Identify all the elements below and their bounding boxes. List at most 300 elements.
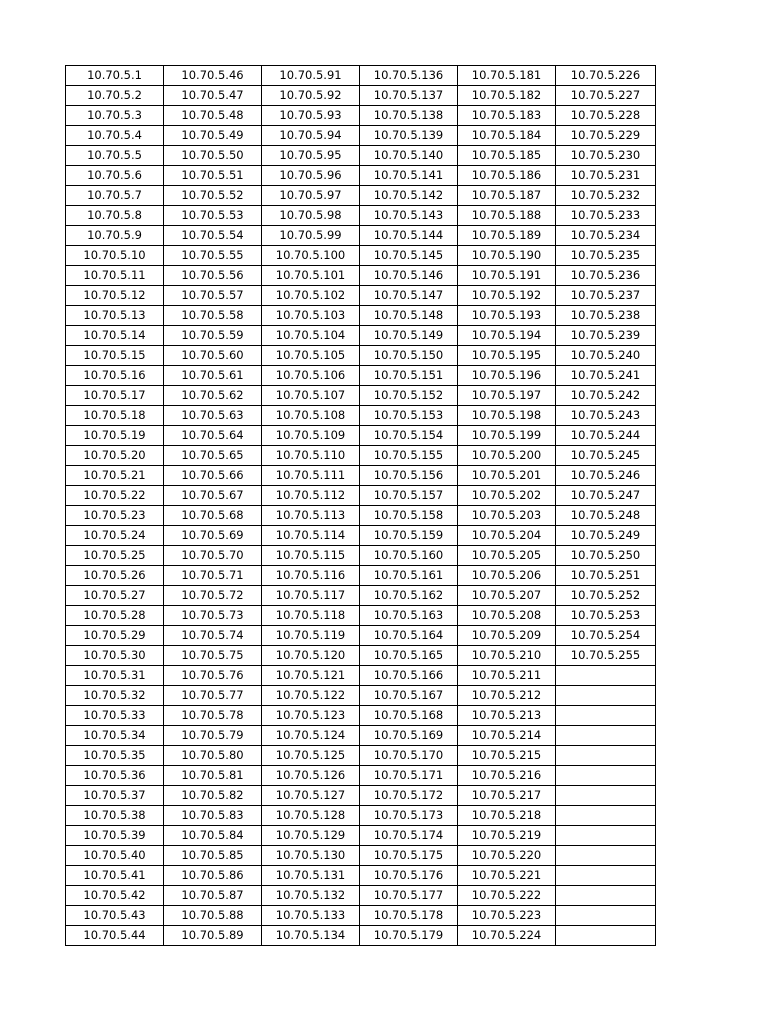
ip-address-cell: 10.70.5.100 — [262, 246, 360, 266]
ip-address-cell: 10.70.5.196 — [458, 366, 556, 386]
ip-address-cell: 10.70.5.104 — [262, 326, 360, 346]
ip-address-cell: 10.70.5.239 — [556, 326, 656, 346]
ip-address-cell: 10.70.5.170 — [360, 746, 458, 766]
table-row — [66, 446, 656, 466]
ip-address-cell: 10.70.5.84 — [164, 826, 262, 846]
ip-address-cell: 10.70.5.127 — [262, 786, 360, 806]
ip-address-cell: 10.70.5.245 — [556, 446, 656, 466]
ip-address-cell: 10.70.5.116 — [262, 566, 360, 586]
table-row — [66, 366, 656, 386]
ip-address-cell: 10.70.5.187 — [458, 186, 556, 206]
ip-address-cell: 10.70.5.250 — [556, 546, 656, 566]
ip-address-cell: 10.70.5.137 — [360, 86, 458, 106]
table-row — [66, 926, 656, 946]
ip-address-cell: 10.70.5.55 — [164, 246, 262, 266]
table-row — [66, 386, 656, 406]
ip-address-cell: 10.70.5.82 — [164, 786, 262, 806]
ip-address-cell: 10.70.5.160 — [360, 546, 458, 566]
ip-address-cell: 10.70.5.202 — [458, 486, 556, 506]
ip-address-cell — [556, 666, 656, 686]
ip-address-cell: 10.70.5.215 — [458, 746, 556, 766]
ip-address-cell: 10.70.5.125 — [262, 746, 360, 766]
ip-address-cell: 10.70.5.206 — [458, 566, 556, 586]
table-row — [66, 706, 656, 726]
ip-address-cell: 10.70.5.132 — [262, 886, 360, 906]
ip-table-body — [66, 66, 656, 946]
ip-address-cell: 10.70.5.157 — [360, 486, 458, 506]
ip-address-cell: 10.70.5.163 — [360, 606, 458, 626]
ip-address-cell: 10.70.5.103 — [262, 306, 360, 326]
ip-address-cell: 10.70.5.7 — [66, 186, 164, 206]
ip-address-cell: 10.70.5.146 — [360, 266, 458, 286]
ip-address-cell: 10.70.5.194 — [458, 326, 556, 346]
ip-address-cell: 10.70.5.23 — [66, 506, 164, 526]
ip-address-cell: 10.70.5.123 — [262, 706, 360, 726]
ip-address-cell: 10.70.5.238 — [556, 306, 656, 326]
ip-address-cell: 10.70.5.235 — [556, 246, 656, 266]
ip-address-cell: 10.70.5.161 — [360, 566, 458, 586]
ip-address-cell: 10.70.5.54 — [164, 226, 262, 246]
ip-address-cell: 10.70.5.209 — [458, 626, 556, 646]
ip-address-cell: 10.70.5.32 — [66, 686, 164, 706]
table-row — [66, 306, 656, 326]
ip-address-cell: 10.70.5.59 — [164, 326, 262, 346]
ip-address-cell: 10.70.5.211 — [458, 666, 556, 686]
ip-address-cell: 10.70.5.2 — [66, 86, 164, 106]
ip-address-cell: 10.70.5.21 — [66, 466, 164, 486]
table-row — [66, 866, 656, 886]
ip-address-cell: 10.70.5.24 — [66, 526, 164, 546]
ip-address-cell: 10.70.5.216 — [458, 766, 556, 786]
ip-address-cell: 10.70.5.44 — [66, 926, 164, 946]
ip-address-cell: 10.70.5.5 — [66, 146, 164, 166]
ip-address-cell: 10.70.5.63 — [164, 406, 262, 426]
ip-address-cell: 10.70.5.148 — [360, 306, 458, 326]
ip-address-cell: 10.70.5.19 — [66, 426, 164, 446]
ip-address-cell: 10.70.5.1 — [66, 66, 164, 86]
ip-address-cell: 10.70.5.41 — [66, 866, 164, 886]
ip-address-cell: 10.70.5.231 — [556, 166, 656, 186]
ip-address-cell: 10.70.5.60 — [164, 346, 262, 366]
ip-address-cell: 10.70.5.72 — [164, 586, 262, 606]
ip-address-cell: 10.70.5.227 — [556, 86, 656, 106]
ip-address-cell — [556, 726, 656, 746]
ip-address-cell: 10.70.5.20 — [66, 446, 164, 466]
ip-address-cell: 10.70.5.40 — [66, 846, 164, 866]
ip-address-cell: 10.70.5.243 — [556, 406, 656, 426]
table-row — [66, 466, 656, 486]
ip-address-cell: 10.70.5.109 — [262, 426, 360, 446]
table-row — [66, 186, 656, 206]
table-row — [66, 686, 656, 706]
ip-address-cell: 10.70.5.150 — [360, 346, 458, 366]
ip-address-cell: 10.70.5.230 — [556, 146, 656, 166]
ip-address-cell: 10.70.5.97 — [262, 186, 360, 206]
ip-address-cell: 10.70.5.49 — [164, 126, 262, 146]
ip-address-cell: 10.70.5.74 — [164, 626, 262, 646]
ip-address-cell: 10.70.5.251 — [556, 566, 656, 586]
ip-address-cell: 10.70.5.18 — [66, 406, 164, 426]
ip-address-cell: 10.70.5.147 — [360, 286, 458, 306]
table-row — [66, 486, 656, 506]
ip-address-cell: 10.70.5.37 — [66, 786, 164, 806]
ip-address-cell: 10.70.5.169 — [360, 726, 458, 746]
table-row — [66, 246, 656, 266]
ip-address-cell — [556, 906, 656, 926]
ip-address-cell: 10.70.5.3 — [66, 106, 164, 126]
ip-address-cell: 10.70.5.136 — [360, 66, 458, 86]
table-row — [66, 266, 656, 286]
ip-address-cell — [556, 926, 656, 946]
ip-address-cell: 10.70.5.14 — [66, 326, 164, 346]
ip-address-cell: 10.70.5.42 — [66, 886, 164, 906]
ip-address-cell: 10.70.5.26 — [66, 566, 164, 586]
table-row — [66, 606, 656, 626]
table-row — [66, 806, 656, 826]
ip-address-cell: 10.70.5.188 — [458, 206, 556, 226]
ip-address-cell — [556, 746, 656, 766]
ip-address-cell: 10.70.5.232 — [556, 186, 656, 206]
table-row — [66, 746, 656, 766]
ip-address-cell: 10.70.5.164 — [360, 626, 458, 646]
ip-address-cell: 10.70.5.166 — [360, 666, 458, 686]
ip-address-cell: 10.70.5.50 — [164, 146, 262, 166]
ip-address-cell: 10.70.5.253 — [556, 606, 656, 626]
ip-address-cell: 10.70.5.85 — [164, 846, 262, 866]
ip-address-cell: 10.70.5.96 — [262, 166, 360, 186]
ip-address-cell: 10.70.5.58 — [164, 306, 262, 326]
ip-address-cell: 10.70.5.70 — [164, 546, 262, 566]
ip-address-cell — [556, 846, 656, 866]
ip-address-cell: 10.70.5.118 — [262, 606, 360, 626]
table-row — [66, 766, 656, 786]
ip-address-cell: 10.70.5.102 — [262, 286, 360, 306]
ip-address-cell: 10.70.5.122 — [262, 686, 360, 706]
table-row — [66, 626, 656, 646]
ip-address-cell: 10.70.5.198 — [458, 406, 556, 426]
ip-address-cell: 10.70.5.255 — [556, 646, 656, 666]
ip-address-cell: 10.70.5.27 — [66, 586, 164, 606]
ip-address-cell: 10.70.5.195 — [458, 346, 556, 366]
ip-address-cell: 10.70.5.94 — [262, 126, 360, 146]
ip-address-cell: 10.70.5.30 — [66, 646, 164, 666]
ip-address-cell: 10.70.5.112 — [262, 486, 360, 506]
ip-address-cell: 10.70.5.181 — [458, 66, 556, 86]
ip-address-cell: 10.70.5.212 — [458, 686, 556, 706]
table-row — [66, 726, 656, 746]
ip-address-cell: 10.70.5.68 — [164, 506, 262, 526]
table-row — [66, 406, 656, 426]
table-row — [66, 906, 656, 926]
ip-address-cell: 10.70.5.79 — [164, 726, 262, 746]
table-row — [66, 326, 656, 346]
ip-address-cell: 10.70.5.65 — [164, 446, 262, 466]
ip-address-cell: 10.70.5.140 — [360, 146, 458, 166]
table-row — [66, 846, 656, 866]
table-row — [66, 106, 656, 126]
ip-address-cell: 10.70.5.124 — [262, 726, 360, 746]
ip-address-cell: 10.70.5.217 — [458, 786, 556, 806]
table-row — [66, 826, 656, 846]
ip-address-cell: 10.70.5.121 — [262, 666, 360, 686]
ip-address-cell: 10.70.5.162 — [360, 586, 458, 606]
ip-address-cell: 10.70.5.77 — [164, 686, 262, 706]
ip-address-cell: 10.70.5.131 — [262, 866, 360, 886]
ip-address-cell: 10.70.5.220 — [458, 846, 556, 866]
ip-address-cell: 10.70.5.233 — [556, 206, 656, 226]
ip-address-cell: 10.70.5.203 — [458, 506, 556, 526]
ip-address-cell: 10.70.5.199 — [458, 426, 556, 446]
ip-address-cell: 10.70.5.178 — [360, 906, 458, 926]
table-row — [66, 546, 656, 566]
ip-address-cell — [556, 886, 656, 906]
ip-address-cell: 10.70.5.242 — [556, 386, 656, 406]
ip-address-cell: 10.70.5.168 — [360, 706, 458, 726]
ip-address-cell: 10.70.5.183 — [458, 106, 556, 126]
ip-address-cell: 10.70.5.153 — [360, 406, 458, 426]
ip-address-cell — [556, 806, 656, 826]
ip-address-cell: 10.70.5.57 — [164, 286, 262, 306]
ip-address-cell: 10.70.5.95 — [262, 146, 360, 166]
ip-address-cell: 10.70.5.134 — [262, 926, 360, 946]
ip-address-cell: 10.70.5.75 — [164, 646, 262, 666]
ip-address-cell: 10.70.5.9 — [66, 226, 164, 246]
table-row — [66, 286, 656, 306]
ip-address-cell: 10.70.5.222 — [458, 886, 556, 906]
ip-address-cell: 10.70.5.234 — [556, 226, 656, 246]
ip-address-cell: 10.70.5.240 — [556, 346, 656, 366]
ip-address-cell: 10.70.5.87 — [164, 886, 262, 906]
ip-address-cell: 10.70.5.145 — [360, 246, 458, 266]
ip-address-cell: 10.70.5.247 — [556, 486, 656, 506]
ip-address-cell: 10.70.5.177 — [360, 886, 458, 906]
ip-address-cell: 10.70.5.133 — [262, 906, 360, 926]
ip-address-cell: 10.70.5.226 — [556, 66, 656, 86]
ip-address-cell: 10.70.5.17 — [66, 386, 164, 406]
ip-address-cell: 10.70.5.246 — [556, 466, 656, 486]
ip-address-cell: 10.70.5.151 — [360, 366, 458, 386]
ip-address-cell: 10.70.5.210 — [458, 646, 556, 666]
ip-address-cell: 10.70.5.86 — [164, 866, 262, 886]
ip-address-table — [65, 65, 656, 946]
ip-address-cell: 10.70.5.207 — [458, 586, 556, 606]
ip-address-cell — [556, 826, 656, 846]
ip-address-cell: 10.70.5.98 — [262, 206, 360, 226]
table-row — [66, 126, 656, 146]
ip-address-cell: 10.70.5.29 — [66, 626, 164, 646]
ip-address-cell: 10.70.5.12 — [66, 286, 164, 306]
ip-address-cell: 10.70.5.184 — [458, 126, 556, 146]
ip-address-cell: 10.70.5.154 — [360, 426, 458, 446]
ip-address-cell: 10.70.5.252 — [556, 586, 656, 606]
ip-address-cell: 10.70.5.69 — [164, 526, 262, 546]
ip-address-cell: 10.70.5.92 — [262, 86, 360, 106]
ip-address-cell: 10.70.5.190 — [458, 246, 556, 266]
ip-address-cell: 10.70.5.176 — [360, 866, 458, 886]
ip-address-cell: 10.70.5.115 — [262, 546, 360, 566]
ip-address-cell: 10.70.5.219 — [458, 826, 556, 846]
ip-address-cell: 10.70.5.182 — [458, 86, 556, 106]
ip-address-cell: 10.70.5.201 — [458, 466, 556, 486]
table-row — [66, 66, 656, 86]
ip-address-cell: 10.70.5.6 — [66, 166, 164, 186]
ip-address-cell: 10.70.5.214 — [458, 726, 556, 746]
ip-address-cell: 10.70.5.158 — [360, 506, 458, 526]
ip-address-cell — [556, 866, 656, 886]
ip-address-cell: 10.70.5.73 — [164, 606, 262, 626]
ip-address-cell: 10.70.5.36 — [66, 766, 164, 786]
ip-address-cell: 10.70.5.91 — [262, 66, 360, 86]
ip-address-cell: 10.70.5.31 — [66, 666, 164, 686]
ip-address-cell: 10.70.5.80 — [164, 746, 262, 766]
table-row — [66, 86, 656, 106]
ip-address-cell: 10.70.5.51 — [164, 166, 262, 186]
table-row — [66, 786, 656, 806]
table-row — [66, 206, 656, 226]
ip-address-cell: 10.70.5.236 — [556, 266, 656, 286]
ip-address-cell — [556, 766, 656, 786]
ip-address-cell: 10.70.5.159 — [360, 526, 458, 546]
ip-address-cell: 10.70.5.101 — [262, 266, 360, 286]
ip-address-cell: 10.70.5.110 — [262, 446, 360, 466]
ip-address-cell: 10.70.5.46 — [164, 66, 262, 86]
ip-address-cell: 10.70.5.71 — [164, 566, 262, 586]
ip-address-cell: 10.70.5.67 — [164, 486, 262, 506]
ip-address-cell: 10.70.5.141 — [360, 166, 458, 186]
ip-address-cell: 10.70.5.53 — [164, 206, 262, 226]
ip-address-cell: 10.70.5.237 — [556, 286, 656, 306]
ip-address-cell — [556, 786, 656, 806]
ip-address-cell: 10.70.5.179 — [360, 926, 458, 946]
ip-address-cell: 10.70.5.197 — [458, 386, 556, 406]
ip-address-cell: 10.70.5.108 — [262, 406, 360, 426]
ip-address-cell: 10.70.5.189 — [458, 226, 556, 246]
ip-address-cell: 10.70.5.64 — [164, 426, 262, 446]
ip-address-cell: 10.70.5.105 — [262, 346, 360, 366]
ip-address-cell: 10.70.5.228 — [556, 106, 656, 126]
table-row — [66, 226, 656, 246]
ip-address-cell: 10.70.5.120 — [262, 646, 360, 666]
ip-address-cell: 10.70.5.11 — [66, 266, 164, 286]
ip-address-cell: 10.70.5.241 — [556, 366, 656, 386]
table-row — [66, 886, 656, 906]
ip-address-cell: 10.70.5.15 — [66, 346, 164, 366]
table-row — [66, 526, 656, 546]
ip-address-cell: 10.70.5.33 — [66, 706, 164, 726]
ip-address-cell: 10.70.5.244 — [556, 426, 656, 446]
ip-address-cell: 10.70.5.89 — [164, 926, 262, 946]
ip-address-cell: 10.70.5.229 — [556, 126, 656, 146]
ip-address-cell: 10.70.5.114 — [262, 526, 360, 546]
ip-address-cell: 10.70.5.62 — [164, 386, 262, 406]
ip-address-cell: 10.70.5.174 — [360, 826, 458, 846]
ip-address-cell: 10.70.5.83 — [164, 806, 262, 826]
ip-address-cell: 10.70.5.171 — [360, 766, 458, 786]
table-row — [66, 586, 656, 606]
ip-address-cell: 10.70.5.186 — [458, 166, 556, 186]
ip-address-cell: 10.70.5.107 — [262, 386, 360, 406]
ip-address-cell: 10.70.5.200 — [458, 446, 556, 466]
table-row — [66, 566, 656, 586]
ip-address-cell: 10.70.5.88 — [164, 906, 262, 926]
ip-address-cell: 10.70.5.149 — [360, 326, 458, 346]
ip-address-cell: 10.70.5.39 — [66, 826, 164, 846]
ip-address-cell: 10.70.5.193 — [458, 306, 556, 326]
ip-address-cell: 10.70.5.144 — [360, 226, 458, 246]
ip-address-cell: 10.70.5.47 — [164, 86, 262, 106]
ip-address-cell: 10.70.5.224 — [458, 926, 556, 946]
ip-address-cell: 10.70.5.204 — [458, 526, 556, 546]
ip-address-cell: 10.70.5.4 — [66, 126, 164, 146]
ip-address-cell: 10.70.5.38 — [66, 806, 164, 826]
ip-address-cell: 10.70.5.99 — [262, 226, 360, 246]
ip-address-cell: 10.70.5.143 — [360, 206, 458, 226]
ip-address-cell: 10.70.5.138 — [360, 106, 458, 126]
ip-address-cell: 10.70.5.213 — [458, 706, 556, 726]
ip-address-cell: 10.70.5.93 — [262, 106, 360, 126]
ip-address-cell: 10.70.5.35 — [66, 746, 164, 766]
ip-address-cell: 10.70.5.223 — [458, 906, 556, 926]
table-row — [66, 646, 656, 666]
ip-address-cell: 10.70.5.22 — [66, 486, 164, 506]
ip-address-cell: 10.70.5.28 — [66, 606, 164, 626]
ip-address-cell: 10.70.5.205 — [458, 546, 556, 566]
table-row — [66, 166, 656, 186]
ip-address-cell: 10.70.5.43 — [66, 906, 164, 926]
ip-address-cell: 10.70.5.76 — [164, 666, 262, 686]
ip-address-cell: 10.70.5.8 — [66, 206, 164, 226]
ip-address-cell: 10.70.5.48 — [164, 106, 262, 126]
ip-address-cell — [556, 686, 656, 706]
ip-address-cell: 10.70.5.191 — [458, 266, 556, 286]
table-row — [66, 506, 656, 526]
ip-address-cell: 10.70.5.156 — [360, 466, 458, 486]
ip-address-cell: 10.70.5.16 — [66, 366, 164, 386]
ip-address-cell: 10.70.5.10 — [66, 246, 164, 266]
ip-address-cell: 10.70.5.167 — [360, 686, 458, 706]
ip-address-cell: 10.70.5.165 — [360, 646, 458, 666]
ip-address-cell: 10.70.5.117 — [262, 586, 360, 606]
ip-address-cell: 10.70.5.81 — [164, 766, 262, 786]
ip-address-cell: 10.70.5.175 — [360, 846, 458, 866]
ip-address-cell: 10.70.5.249 — [556, 526, 656, 546]
table-row — [66, 146, 656, 166]
ip-address-cell: 10.70.5.218 — [458, 806, 556, 826]
ip-address-cell: 10.70.5.173 — [360, 806, 458, 826]
ip-address-cell: 10.70.5.155 — [360, 446, 458, 466]
ip-address-cell: 10.70.5.130 — [262, 846, 360, 866]
ip-address-cell: 10.70.5.126 — [262, 766, 360, 786]
ip-address-cell: 10.70.5.172 — [360, 786, 458, 806]
ip-address-cell: 10.70.5.128 — [262, 806, 360, 826]
table-row — [66, 666, 656, 686]
ip-address-cell: 10.70.5.142 — [360, 186, 458, 206]
ip-address-cell: 10.70.5.192 — [458, 286, 556, 306]
ip-address-cell: 10.70.5.111 — [262, 466, 360, 486]
ip-address-cell: 10.70.5.248 — [556, 506, 656, 526]
ip-address-cell: 10.70.5.52 — [164, 186, 262, 206]
ip-address-cell: 10.70.5.113 — [262, 506, 360, 526]
ip-address-cell: 10.70.5.66 — [164, 466, 262, 486]
ip-address-cell: 10.70.5.61 — [164, 366, 262, 386]
ip-address-cell: 10.70.5.208 — [458, 606, 556, 626]
ip-address-cell: 10.70.5.56 — [164, 266, 262, 286]
ip-address-cell: 10.70.5.106 — [262, 366, 360, 386]
ip-address-cell — [556, 706, 656, 726]
ip-address-cell: 10.70.5.13 — [66, 306, 164, 326]
ip-address-cell: 10.70.5.139 — [360, 126, 458, 146]
ip-address-cell: 10.70.5.221 — [458, 866, 556, 886]
